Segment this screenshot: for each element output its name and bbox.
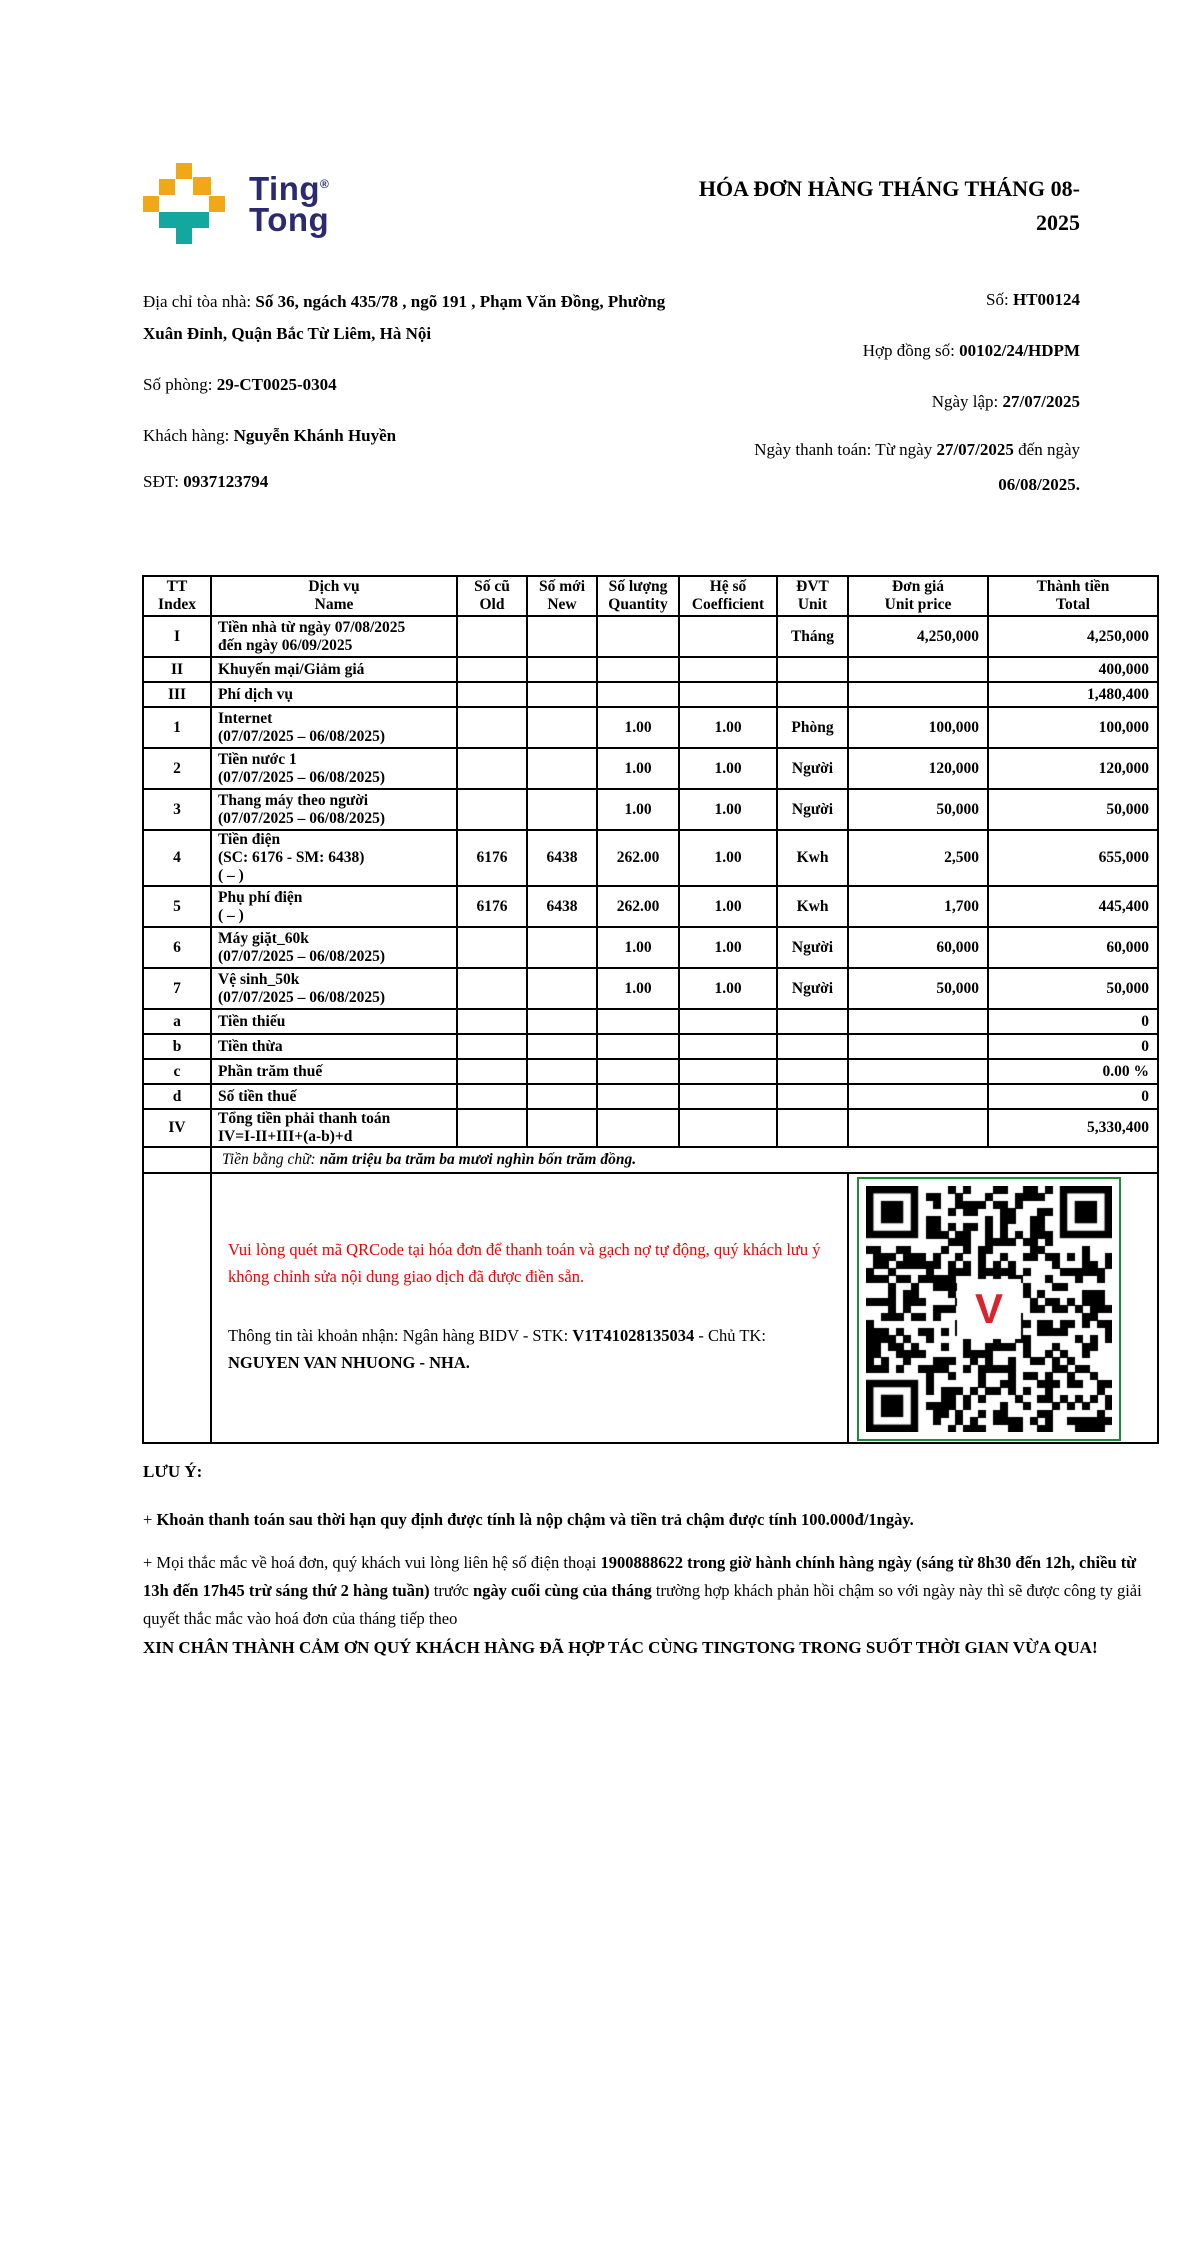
cell-unit-price: 50,000 [848, 968, 988, 1009]
brand-word-ting: Ting [249, 170, 321, 207]
table-row-4 [143, 830, 1158, 886]
cell-index: 1 [143, 707, 211, 748]
cell-unit-price: 120,000 [848, 748, 988, 789]
cell-total: 60,000 [988, 927, 1158, 968]
cell-unit: Phòng [777, 707, 848, 748]
cell-index: d [143, 1084, 211, 1109]
table-row-II [143, 657, 1158, 682]
cell-old-reading [457, 682, 527, 707]
cell-total: 0 [988, 1084, 1158, 1109]
cell-old-reading [457, 1034, 527, 1059]
cell-new-reading [527, 789, 597, 830]
cell-old-reading [457, 1084, 527, 1109]
cell-service-name: Thang máy theo người (07/07/2025 – 06/08/2025) [211, 789, 457, 830]
cell-service-name: Phụ phí điện ( – ) [211, 886, 457, 927]
cell-unit-price [848, 1034, 988, 1059]
cell-coefficient: 1.00 [679, 748, 777, 789]
cell-old-reading [457, 1009, 527, 1034]
cell-total: 5,330,400 [988, 1109, 1158, 1147]
qr-payment-notice: Vui lòng quét mã QRCode tại hóa đơn để thanh toán và gạch nợ tự động, quý khách lưu ý không chỉnh sửa nội dung giao dịch đã được điền sẵn. [228, 1240, 821, 1286]
cell-old-reading: 6176 [457, 830, 527, 886]
cell-service-name: Tổng tiền phải thanh toán IV=I-II+III+(a-b)+d [211, 1109, 457, 1147]
table-row-III [143, 682, 1158, 707]
room-number: Số phòng: 29-CT0025-0304 [143, 375, 337, 394]
cell-service-name: Tiền điện (SC: 6176 - SM: 6438) ( – ) [211, 830, 457, 886]
column-header-3: Số mới New [527, 576, 597, 616]
cell-quantity: 1.00 [597, 748, 679, 789]
cell-unit: Kwh [777, 830, 848, 886]
cell-quantity: 1.00 [597, 707, 679, 748]
cell-unit [777, 1109, 848, 1147]
empty-index-cell [143, 1173, 211, 1443]
cell-quantity: 262.00 [597, 830, 679, 886]
cell-service-name: Phí dịch vụ [211, 682, 457, 707]
cell-quantity [597, 1009, 679, 1034]
payment-period-end: 06/08/2025. [998, 475, 1080, 494]
issue-date: Ngày lập: 27/07/2025 [931, 392, 1080, 411]
cell-new-reading [527, 1034, 597, 1059]
cell-index: II [143, 657, 211, 682]
cell-unit-price [848, 1009, 988, 1034]
cell-new-reading [527, 968, 597, 1009]
cell-quantity: 1.00 [597, 789, 679, 830]
cell-unit-price: 1,700 [848, 886, 988, 927]
bank-account-info: Thông tin tài khoản nhận: Ngân hàng BIDV - STK: V1T41028135034 - Chủ TK: NGUYEN VAN NHUONG - NHA. [228, 1326, 766, 1372]
cell-index: 4 [143, 830, 211, 886]
cell-service-name: Máy giặt_60k (07/07/2025 – 06/08/2025) [211, 927, 457, 968]
cell-old-reading [457, 748, 527, 789]
cell-unit [777, 682, 848, 707]
cell-service-name: Phần trăm thuế [211, 1059, 457, 1084]
contract-number: Hợp đồng số: 00102/24/HDPM [862, 341, 1080, 360]
table-header-row [143, 576, 1158, 616]
cell-quantity: 1.00 [597, 968, 679, 1009]
cell-old-reading [457, 1109, 527, 1147]
cell-unit-price [848, 657, 988, 682]
cell-index: 2 [143, 748, 211, 789]
cell-quantity [597, 1084, 679, 1109]
column-header-6: ĐVT Unit [777, 576, 848, 616]
cell-old-reading [457, 789, 527, 830]
cell-quantity [597, 657, 679, 682]
cell-unit: Người [777, 789, 848, 830]
table-row-6 [143, 927, 1158, 968]
cell-coefficient [679, 616, 777, 657]
cell-index: III [143, 682, 211, 707]
cell-new-reading [527, 707, 597, 748]
cell-index: c [143, 1059, 211, 1084]
column-header-4: Số lượng Quantity [597, 576, 679, 616]
cell-old-reading [457, 616, 527, 657]
cell-coefficient: 1.00 [679, 927, 777, 968]
cell-coefficient: 1.00 [679, 707, 777, 748]
cell-old-reading [457, 657, 527, 682]
cell-service-name: Tiền nhà từ ngày 07/08/2025 đến ngày 06/09/2025 [211, 616, 457, 657]
cell-coefficient: 1.00 [679, 968, 777, 1009]
cell-index: I [143, 616, 211, 657]
cell-quantity [597, 1059, 679, 1084]
late-payment-note: + Khoản thanh toán sau thời hạn quy định được tính là nộp chậm và tiền trả chậm được tính 100.000đ/1ngày. [143, 1510, 914, 1529]
cell-index: 6 [143, 927, 211, 968]
cell-service-name: Tiền thừa [211, 1034, 457, 1059]
cell-old-reading: 6176 [457, 886, 527, 927]
cell-service-name: Tiền thiếu [211, 1009, 457, 1034]
cell-service-name: Vệ sinh_50k (07/07/2025 – 06/08/2025) [211, 968, 457, 1009]
cell-total: 100,000 [988, 707, 1158, 748]
cell-new-reading [527, 748, 597, 789]
invoice-table [142, 575, 1159, 1444]
cell-unit [777, 1034, 848, 1059]
building-address: Địa chỉ tòa nhà: Số 36, ngách 435/78 , ngõ 191 , Phạm Văn Đồng, Phường Xuân Đỉnh, Quận Bắc Từ Liêm, Hà Nội [143, 292, 666, 343]
column-header-0: TT Index [143, 576, 211, 616]
table-row-a [143, 1009, 1158, 1034]
payment-period: Ngày thanh toán: Từ ngày 27/07/2025 đến ngày [754, 440, 1080, 459]
cell-coefficient [679, 1034, 777, 1059]
cell-index: 7 [143, 968, 211, 1009]
cell-coefficient [679, 1009, 777, 1034]
cell-quantity [597, 1109, 679, 1147]
brand-word-tong: Tong [249, 201, 330, 238]
cell-new-reading: 6438 [527, 886, 597, 927]
cell-unit [777, 657, 848, 682]
column-header-2: Số cũ Old [457, 576, 527, 616]
cell-quantity [597, 1034, 679, 1059]
table-head [143, 576, 1158, 616]
cell-unit [777, 1084, 848, 1109]
cell-unit-price: 50,000 [848, 789, 988, 830]
invoice-title [560, 172, 1080, 240]
qr-code-cell [848, 1173, 1158, 1443]
cell-total: 50,000 [988, 968, 1158, 1009]
cell-unit: Tháng [777, 616, 848, 657]
cell-index: 5 [143, 886, 211, 927]
cell-quantity: 262.00 [597, 886, 679, 927]
table-row-d [143, 1084, 1158, 1109]
cell-quantity [597, 616, 679, 657]
amount-in-words-row [143, 1147, 1158, 1173]
registered-mark: ® [320, 177, 330, 191]
notes-heading: LƯU Ý: [143, 1462, 203, 1481]
cell-unit-price [848, 1109, 988, 1147]
table-row-IV [143, 1109, 1158, 1147]
cell-coefficient [679, 1059, 777, 1084]
cell-total: 0 [988, 1009, 1158, 1034]
cell-coefficient [679, 1109, 777, 1147]
cell-new-reading [527, 657, 597, 682]
table-extra [143, 1147, 1158, 1443]
column-header-5: Hệ số Coefficient [679, 576, 777, 616]
invoice-title-line2: 2025 [1036, 210, 1080, 235]
table-row-I [143, 616, 1158, 657]
cell-service-name: Số tiền thuế [211, 1084, 457, 1109]
cell-new-reading [527, 1009, 597, 1034]
cell-coefficient: 1.00 [679, 886, 777, 927]
cell-unit: Người [777, 968, 848, 1009]
table-row-7 [143, 968, 1158, 1009]
cell-total: 50,000 [988, 789, 1158, 830]
table-row-c [143, 1059, 1158, 1084]
cell-coefficient [679, 682, 777, 707]
cell-index: b [143, 1034, 211, 1059]
qr-code-frame [857, 1177, 1121, 1441]
cell-total: 4,250,000 [988, 616, 1158, 657]
cell-unit-price: 60,000 [848, 927, 988, 968]
cell-coefficient [679, 657, 777, 682]
vietqr-v-glyph: V [974, 1285, 1003, 1332]
table-row-1 [143, 707, 1158, 748]
cell-old-reading [457, 707, 527, 748]
cell-total: 655,000 [988, 830, 1158, 886]
cell-total: 445,400 [988, 886, 1158, 927]
cell-unit [777, 1059, 848, 1084]
table-row-3 [143, 789, 1158, 830]
tingtong-logo [143, 163, 329, 245]
cell-new-reading [527, 927, 597, 968]
cell-service-name: Khuyến mại/Giảm giá [211, 657, 457, 682]
cell-unit-price: 100,000 [848, 707, 988, 748]
cell-new-reading: 6438 [527, 830, 597, 886]
cell-new-reading [527, 1084, 597, 1109]
table-body [143, 616, 1158, 1147]
table-row-b [143, 1034, 1158, 1059]
cell-unit-price [848, 1059, 988, 1084]
cell-coefficient [679, 1084, 777, 1109]
cell-index: IV [143, 1109, 211, 1147]
column-header-7: Đơn giá Unit price [848, 576, 988, 616]
cell-old-reading [457, 927, 527, 968]
cell-new-reading [527, 682, 597, 707]
cell-quantity [597, 682, 679, 707]
cell-unit [777, 1009, 848, 1034]
amount-in-words-cell [211, 1147, 1158, 1173]
cell-total: 0.00 % [988, 1059, 1158, 1084]
tingtong-logo-text [249, 169, 329, 245]
cell-total: 0 [988, 1034, 1158, 1059]
cell-unit-price: 4,250,000 [848, 616, 988, 657]
qr-payment-row [143, 1173, 1158, 1443]
payment-instructions-cell [211, 1173, 848, 1443]
customer-name: Khách hàng: Nguyễn Khánh Huyền [143, 426, 397, 445]
invoice-number: Số: HT00124 [986, 290, 1080, 309]
support-contact-note: + Mọi thắc mắc về hoá đơn, quý khách vui lòng liên hệ số điện thoại 1900888622 trong giờ hành chính hàng ngày (sáng từ 8h30 đến 12h, chiều từ 13h đến 17h45 trừ sáng thứ 2 hàng tuần) trước ngày cuối cùng của tháng trường hợp khách phản hồi chậm so với ngày này thì sẽ được công ty giải quyết thắc mắc vào hoá đơn của tháng tiếp theo [143, 1553, 1142, 1628]
cell-service-name: Internet (07/07/2025 – 06/08/2025) [211, 707, 457, 748]
cell-new-reading [527, 1109, 597, 1147]
cell-unit: Người [777, 927, 848, 968]
cell-total: 1,480,400 [988, 682, 1158, 707]
amount-in-words-value: năm triệu ba trăm ba mươi nghìn bốn trăm đồng. [319, 1151, 637, 1168]
cell-old-reading [457, 968, 527, 1009]
cell-new-reading [527, 616, 597, 657]
cell-unit-price [848, 1084, 988, 1109]
cell-new-reading [527, 1059, 597, 1084]
cell-unit: Kwh [777, 886, 848, 927]
cell-unit-price [848, 682, 988, 707]
cell-service-name: Tiền nước 1 (07/07/2025 – 06/08/2025) [211, 748, 457, 789]
vietqr-logo-icon [962, 1284, 1016, 1334]
customer-phone: SĐT: 0937123794 [143, 472, 269, 491]
table-row-2 [143, 748, 1158, 789]
invoice-title-line1: HÓA ĐƠN HÀNG THÁNG THÁNG 08- [698, 176, 1080, 201]
cell-coefficient: 1.00 [679, 789, 777, 830]
cell-unit: Người [777, 748, 848, 789]
tingtong-logo-icon [143, 163, 225, 245]
thanks-message: XIN CHÂN THÀNH CẢM ƠN QUÝ KHÁCH HÀNG ĐÃ HỢP TÁC CÙNG TINGTONG TRONG SUỐT THỜI GIAN VỪA QUA! [143, 1638, 1098, 1657]
column-header-1: Dịch vụ Name [211, 576, 457, 616]
table-row-5 [143, 886, 1158, 927]
cell-total: 400,000 [988, 657, 1158, 682]
cell-quantity: 1.00 [597, 927, 679, 968]
cell-total: 120,000 [988, 748, 1158, 789]
cell-index: 3 [143, 789, 211, 830]
column-header-8: Thành tiền Total [988, 576, 1158, 616]
cell-coefficient: 1.00 [679, 830, 777, 886]
empty-index-cell [143, 1147, 211, 1173]
cell-index: a [143, 1009, 211, 1034]
cell-old-reading [457, 1059, 527, 1084]
amount-in-words-label: Tiền bằng chữ: [222, 1151, 320, 1168]
cell-unit-price: 2,500 [848, 830, 988, 886]
